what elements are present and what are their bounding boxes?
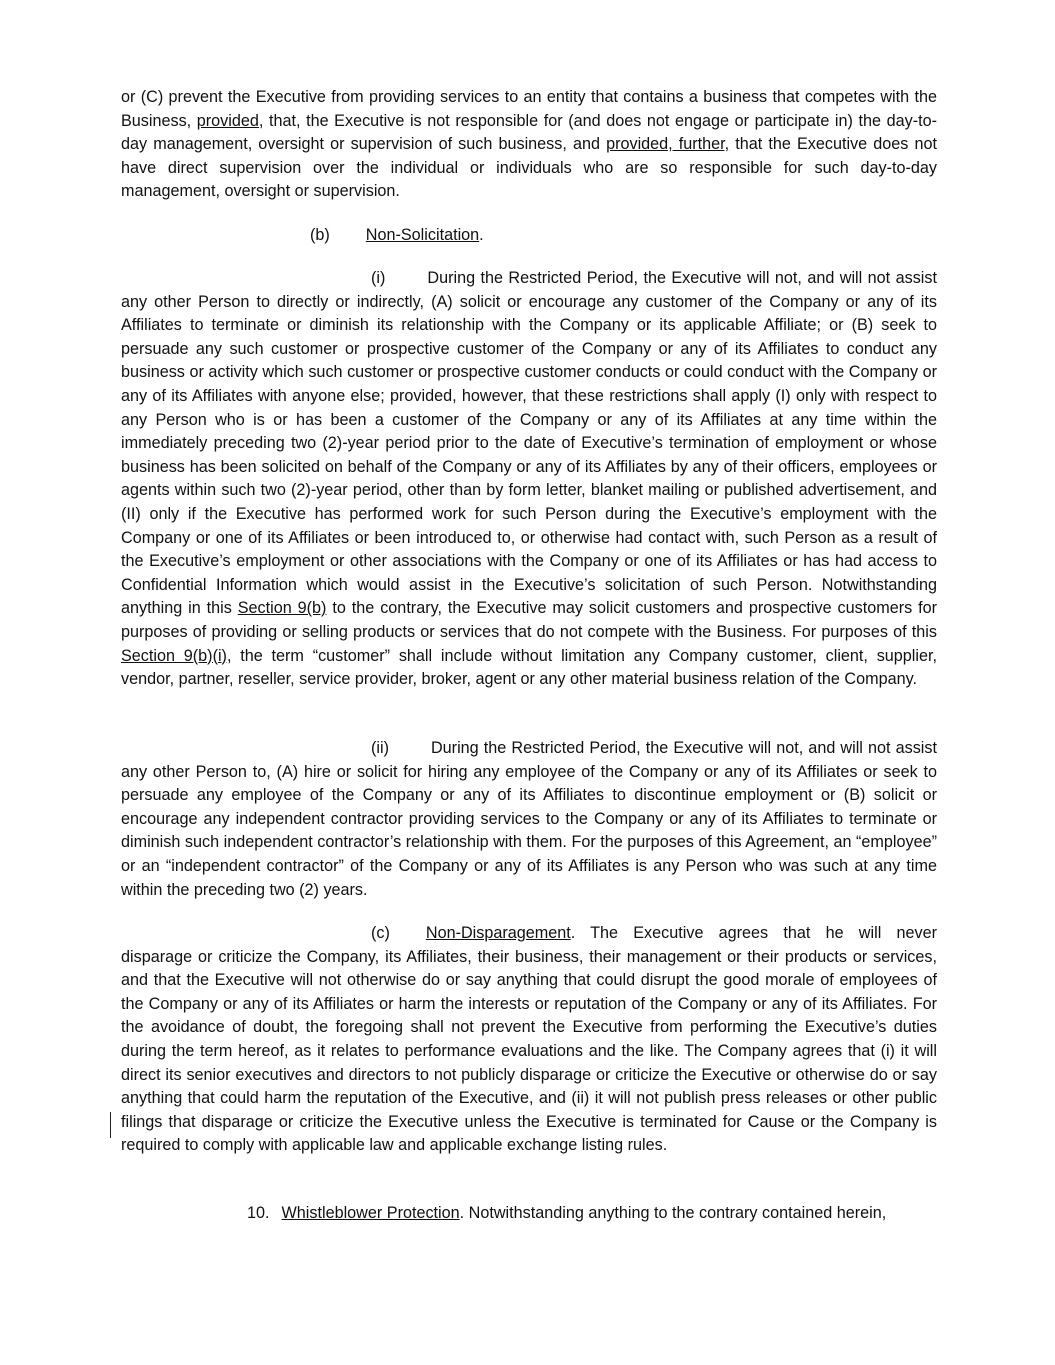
text: that, the Executive is not responsible for (and does not engage or participate in) the day-to-day management, oversight or supervision of such business, and bbox=[121, 111, 937, 154]
text: . Notwithstanding anything to the contrary contained herein, bbox=[459, 1204, 887, 1222]
subsection-number: (ii) bbox=[371, 739, 389, 757]
section-number: 10. bbox=[247, 1204, 270, 1222]
paragraph-continuation bbox=[121, 86, 937, 204]
text: , the term “customer” shall include without limitation any Company customer, client, supplier, vendor, partner, reseller, service provider, broker, agent or any other material business relation of the Company. bbox=[121, 646, 938, 689]
paragraph-b-i bbox=[121, 267, 937, 692]
section-number: (b) bbox=[310, 226, 330, 244]
section-title: Non-Solicitation bbox=[365, 226, 480, 244]
paragraph-b-ii bbox=[121, 737, 937, 902]
underlined-term: provided, bbox=[196, 111, 264, 130]
revision-change-bar bbox=[110, 1112, 111, 1138]
section-number: (c) bbox=[371, 924, 390, 942]
section-b-heading: (b) Non-Solicitation. bbox=[310, 226, 484, 244]
text: that the Executive does not have direct supervision over the individual or individuals who are so responsible for such day-to-day management, oversight or supervision. bbox=[121, 135, 937, 201]
section-reference: Section 9(b)(i) bbox=[121, 646, 227, 665]
underlined-term: provided, further, bbox=[606, 135, 730, 154]
text: During the Restricted Period, the Executive will not, and will not assist any other Person to directly or indirectly, (A) solicit or encourage any customer of the Company or any of its Affiliates to terminate or diminish its relationship with the Company or its applicable Affiliate; or (B) seek to persuade any such customer or prospective customer of the Company or any of its Affiliates to conduct any business or activity which such customer or prospective customer conducts or could conduct with the Company or any of its Affiliates with anyone else; provided, however, that these restrictions shall apply (I) only with respect to any Person who is or has been a customer of the Company or any of its Affiliates at any time within the immediately preceding two (2)-year period prior to the date of Executive’s termination of employment or whose business has been solicited on behalf of the Company or any of its Affiliates by any of their officers, employees or agents within such two (2)-year period, other than by form letter, blanket mailing or published advertisement, and (II) only if the Executive has performed work for such Person during the Executive’s employment with the Company or one of its Affiliates or been introduced to, or otherwise had contact with, such Person as a result of the Executive’s employment or other associations with the Company or one of its Affiliates or has had access to Confidential Information which would assist in the Executive’s solicitation of such Person. Notwithstanding anything in this bbox=[121, 269, 937, 618]
section-title: Non-Disparagement bbox=[425, 924, 571, 942]
text: or (C) prevent the Executive from providing services to an entity that contains a business that competes with the Business, bbox=[121, 88, 937, 130]
text: . The Executive agrees that he will never disparage or criticize the Company, its Affiliates, their business, their management or their products or services, and that the Executive will not otherwise do or say anything that could disrupt the good morale of employees of the Company or any of its Affiliates or harm the interests or reputation of the Company or any of its Affiliates. For the avoidance of doubt, the foregoing shall not prevent the Executive from performing the Executive’s duties during the term hereof, as it relates to performance evaluations and the like. The Company agrees that (i) it will direct its senior executives and directors to not publicly disparage or criticize the Executive or otherwise do or say anything that could harm the reputation of the Executive, and (ii) it will not publish press releases or other public filings that disparage or criticize the Executive unless the Executive is terminated for Cause or the Company is required to comply with applicable law and applicable exchange listing rules. bbox=[121, 924, 937, 1155]
paragraph-c bbox=[121, 922, 937, 1158]
section-title: Whistleblower Protection bbox=[281, 1204, 460, 1222]
section-10-heading bbox=[247, 1202, 937, 1226]
text: to the contrary, the Executive may solicit customers and prospective customers for purposes of providing or selling products or services that do not compete with the Business. For purposes of this bbox=[121, 599, 937, 641]
section-reference: Section 9(b) bbox=[237, 599, 327, 618]
subsection-number: (i) bbox=[371, 269, 386, 287]
text: During the Restricted Period, the Executive will not, and will not assist any other Person to, (A) hire or solicit for hiring any employee of the Company or any of its Affiliates or seek to persuade any employee of the Company or any of its Affiliates to discontinue employment or (B) solicit or encourage any independent contractor providing services to the Company or any of its Affiliates to terminate or diminish such independent contractor’s relationship with them. For the purposes of this Agreement, an “employee” or an “independent contractor” of the Company or any of its Affiliates is any Person who was such at any time within the preceding two (2) years. bbox=[121, 739, 937, 899]
